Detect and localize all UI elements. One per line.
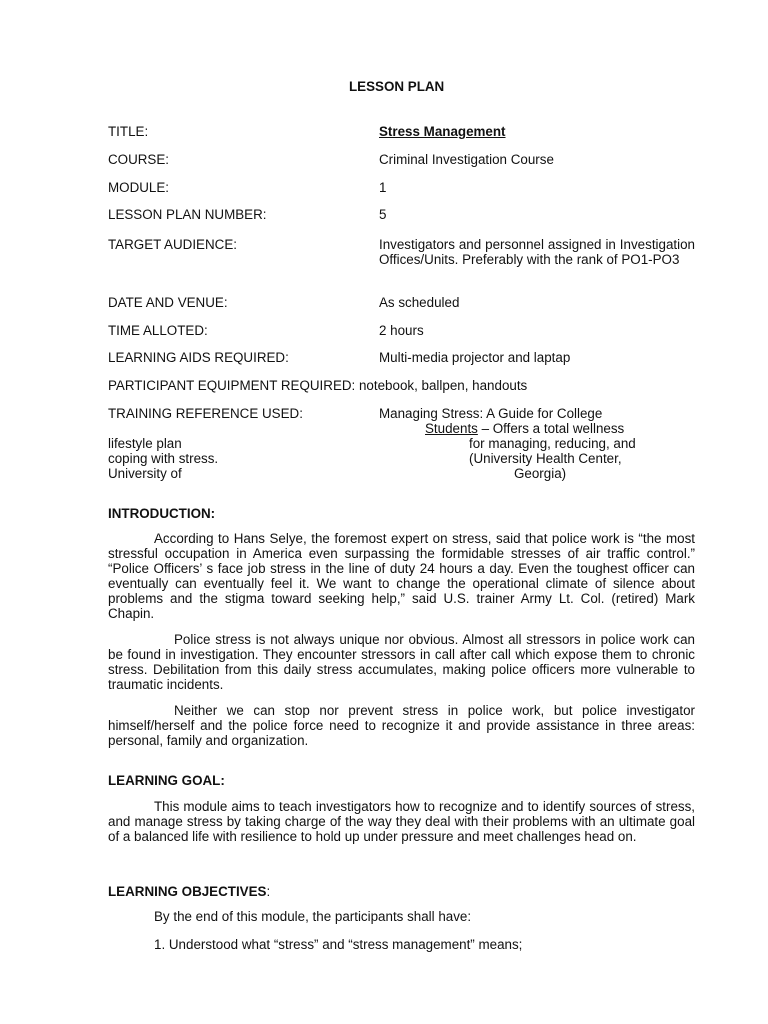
learning-objectives-colon: : <box>266 884 271 899</box>
reference-right-2: (University Health Center, <box>469 451 622 466</box>
lesson-number-label: LESSON PLAN NUMBER: <box>108 207 267 222</box>
reference-students-word: Students <box>425 421 478 436</box>
learning-objectives-title: LEARNING OBJECTIVES <box>108 884 267 899</box>
time-alloted-label: TIME ALLOTED: <box>108 323 208 338</box>
learning-objectives-heading <box>108 884 270 899</box>
learning-goal-paragraph: This module aims to teach investigators how to recognize and to identify sources of stress, and manage stress by taking charge of the way they deal with their problems with an ultimate goal of a balanced life with resilience to hold up under pressure and meet challenges head on. <box>108 799 695 844</box>
course-value: Criminal Investigation Course <box>379 152 554 167</box>
title-value: Stress Management <box>379 124 506 139</box>
reference-right-1: for managing, reducing, and <box>469 436 636 451</box>
date-venue-value: As scheduled <box>379 295 460 310</box>
time-alloted-value: 2 hours <box>379 323 424 338</box>
introduction-heading: INTRODUCTION: <box>108 506 216 521</box>
objective-item-1: 1. Understood what “stress” and “stress management” means; <box>154 937 523 952</box>
module-label: MODULE: <box>108 180 170 195</box>
reference-left-1: lifestyle plan <box>108 436 182 451</box>
learning-aids-value: Multi-media projector and laptap <box>379 350 571 365</box>
introduction-paragraph-2: Police stress is not always unique nor obvious. Almost all stressors in police work can be found in investigation. They encounter stressors in call after call which expose them to chronic stress. Debilitation from this daily stress accumulates, making police officers more vulnerable to traumatic incidents. <box>108 632 695 692</box>
objectives-intro: By the end of this module, the participants shall have: <box>154 909 472 924</box>
reference-left-2: coping with stress. <box>108 451 219 466</box>
participant-equipment-line: PARTICIPANT EQUIPMENT REQUIRED: notebook, ballpen, handouts <box>108 378 528 393</box>
reference-left-3: University of <box>108 466 182 481</box>
training-reference-line2 <box>425 421 624 436</box>
reference-right-3: Georgia) <box>514 466 567 481</box>
document-title: LESSON PLAN <box>349 79 445 94</box>
introduction-paragraph-1: According to Hans Selye, the foremost expert on stress, said that police work is “the most stressful occupation in America even surpassing the formidable stresses of air traffic control.” “Police Officers’ s face job stress in the line of duty 24 hours a day. Even the toughest officer can eventually can eventually feel it. We want to change the operational climate of silence about problems and the stigma toward seeking help,” said U.S. trainer Army Lt. Col. (retired) Mark Chapin. <box>108 531 695 621</box>
learning-goal-heading: LEARNING GOAL: <box>108 773 225 788</box>
course-label: COURSE: <box>108 152 170 167</box>
target-audience-value: Investigators and personnel assigned in Investigation Offices/Units. Preferably with the rank of PO1-PO3 <box>379 237 695 267</box>
target-audience-label: TARGET AUDIENCE: <box>108 237 237 252</box>
reference-line2-rest: – Offers a total wellness <box>477 421 625 436</box>
learning-aids-label: LEARNING AIDS REQUIRED: <box>108 350 289 365</box>
date-venue-label: DATE AND VENUE: <box>108 295 228 310</box>
training-reference-label: TRAINING REFERENCE USED: <box>108 406 303 421</box>
lesson-number-value: 5 <box>379 207 387 222</box>
introduction-paragraph-3: Neither we can stop nor prevent stress in police work, but police investigator himself/herself and the police force need to recognize it and provide assistance in three areas: personal, family and organization. <box>108 703 695 748</box>
module-value: 1 <box>379 180 387 195</box>
title-label: TITLE: <box>108 124 149 139</box>
training-reference-line1: Managing Stress: A Guide for College <box>379 406 603 421</box>
